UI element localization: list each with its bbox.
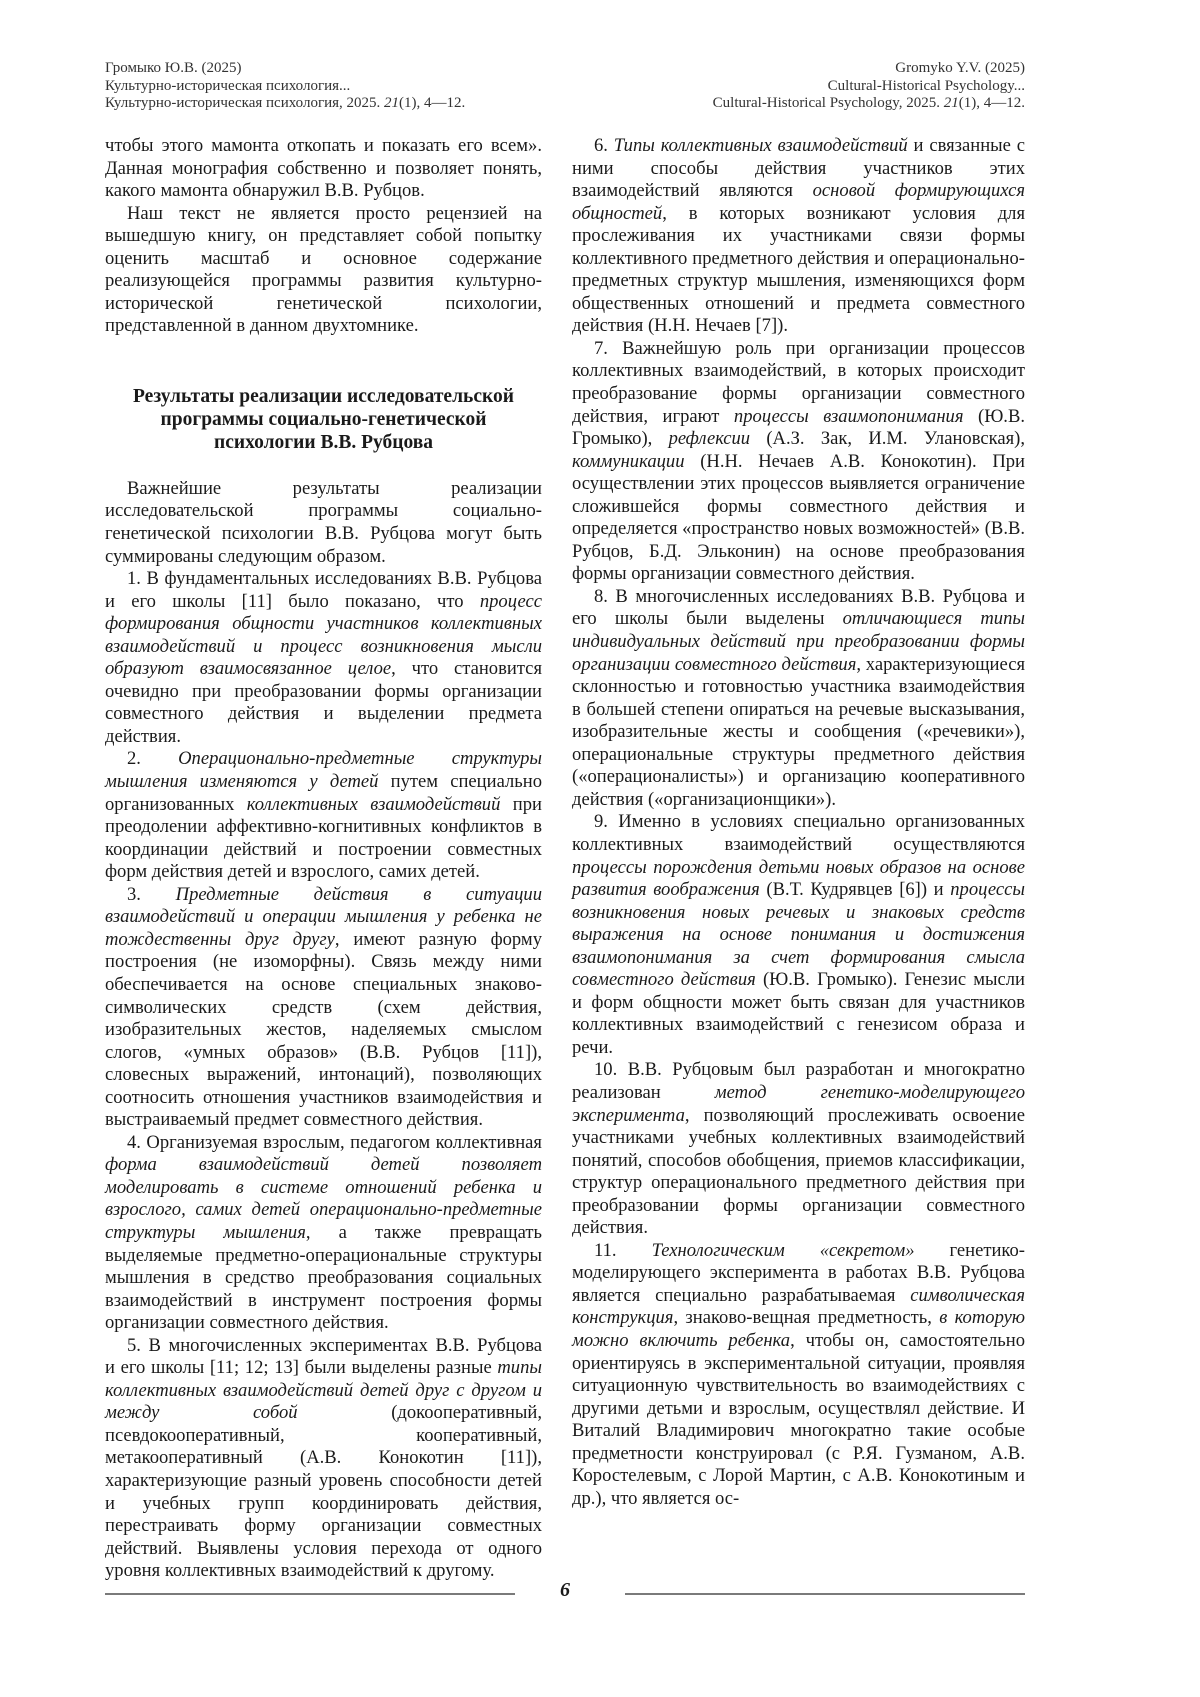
text-run: 2. xyxy=(127,748,178,769)
emphasized-text: метод генетико-моделирующего эксперимента xyxy=(572,1082,1025,1126)
text-run: , а также превращать выделяемые предметно-операциональные структуры мышления в средство преобразования социальных взаимодействий в инструмент построения формы организации совместного действия. xyxy=(105,1222,542,1333)
section-heading xyxy=(115,385,532,454)
text-run: , характеризующиеся склонностью и готовностью участника взаимодействия в большей степени опираться на речевые высказывания, изобразительные жесты и сообщения («речевики»), операциональные структуры предметного действия («операционалисты») и организацию кооперативного действия («организационщики»). xyxy=(572,654,1025,810)
header-short-title: Культурно-историческая психология... xyxy=(105,78,465,96)
text-run: 10. В.В. Рубцовым был разработан и многократно реализован xyxy=(572,1059,1025,1103)
text-run: , в которых возникают условия для прослеживания их участниками связи формы коллективного предметного действия и операционально-предметных структур мышления, изменяющихся форм общественных отношений и предмета совместного действия (Н.Н. Нечаев [7]). xyxy=(572,203,1025,337)
text-run: путем специально организованных xyxy=(105,771,542,815)
paragraph xyxy=(105,478,542,568)
footer-rule-right xyxy=(625,1593,1025,1595)
paragraph xyxy=(572,586,1025,811)
text-run: (докооперативный, псевдокооперативный, кооперативный, метакооперативный (А.В. Конокотин [11]), характеризующие разный уровень способности детей и учебных групп координировать действия, перестраивать форму организации совместных действий. Выявлены условия перехода от одного уровня коллективных взаимодействий к другому. xyxy=(105,1402,542,1581)
paragraph xyxy=(105,1335,542,1583)
text-run: Результаты реализации исследовательской программы социально-генетической психологии В.В. Рубцова xyxy=(133,386,514,453)
emphasized-text: процесс формирования общности участников коллективных взаимодействий и процесс возникновения мысли образуют взаимосвязанное целое xyxy=(105,591,542,680)
footer-rule-left xyxy=(105,1593,515,1595)
text-run: , чтобы он, самостоятельно ориентируясь в экспериментальной ситуации, проявляя ситуационную чувствительность во взаимодействиях с другими детьми и взрослым, осуществлял действие. И Виталий Владимирович многократно такие особые предметности конструировал (с Р.Я. Гузманом, А.В. Коростелевым, с Лорой Мартин, с А.В. Конокотиным и др.), что является ос- xyxy=(572,1330,1025,1509)
text-run: Важнейшие результаты реализации исследовательской программы социально-генетической психологии В.В. Рубцова могут быть суммированы следующим образом. xyxy=(105,478,542,567)
citation-volume: 21 xyxy=(944,95,959,111)
text-run: 11. xyxy=(594,1240,652,1261)
emphasized-text: типы коллективных взаимодействий детей друг с другом и между собой xyxy=(105,1357,542,1423)
left-text-column xyxy=(105,135,542,1583)
running-header-right xyxy=(713,60,1025,113)
emphasized-text: Операционально-предметные структуры мышления изменяются у детей xyxy=(105,748,542,792)
emphasized-text: Предметные действия в ситуации взаимодействий и операции мышления у ребенка не тождественны друг другу xyxy=(105,884,542,950)
text-run: и связанные с ними способы действия участников этих взаимодействий являются xyxy=(572,135,1025,201)
header-short-title: Cultural-Historical Psychology... xyxy=(713,78,1025,96)
text-run: 7. Важнейшую роль при организации процессов коллективных взаимодействий, в которых происходит преобразование формы организации совместного действия, играют xyxy=(572,338,1025,427)
paragraph xyxy=(105,568,542,748)
header-citation xyxy=(713,95,1025,113)
page-footer xyxy=(105,1583,1025,1603)
emphasized-text: отличающиеся типы индивидуальных действий при преобразовании формы организации совместного действия xyxy=(572,608,1025,674)
text-run: 8. В многочисленных исследованиях В.В. Рубцова и его школы были выделены xyxy=(572,586,1025,630)
text-run: 4. Организуемая взрослым, педагогом коллективная xyxy=(127,1132,542,1153)
text-run: (Ю.В. Громыко), xyxy=(572,406,1025,450)
text-run: , знаково-вещная предметность, xyxy=(673,1307,939,1328)
page-number: 6 xyxy=(555,1579,575,1602)
emphasized-text: Типы коллективных взаимодействий xyxy=(614,135,908,156)
text-run: чтобы этого мамонта откопать и показать его всем». Данная монография собственно и позволяет понять, какого мамонта обнаружил В.В. Рубцов. xyxy=(105,135,542,201)
paragraph xyxy=(572,811,1025,1059)
emphasized-text: Технологическим «секретом» xyxy=(652,1240,915,1261)
paragraph xyxy=(105,748,542,883)
emphasized-text: в которую можно включить ребенка xyxy=(572,1307,1025,1351)
citation-issue-pages: (1), 4—12. xyxy=(399,95,465,111)
text-run: (А.З. Зак, И.М. Улановская), xyxy=(750,428,1025,449)
text-run: (Н.Н. Нечаев А.В. Конокотин). При осуществлении этих процессов выявляется ограничение сложившейся формы совместного действия и определяется «пространство новых возможностей» (В.В. Рубцов, Б.Д. Эльконин) на основе преобразования формы организации совместного действия. xyxy=(572,451,1025,585)
paragraph xyxy=(572,135,1025,338)
header-citation xyxy=(105,95,465,113)
emphasized-text: процессы порождения детьми новых образов на основе развития воображения xyxy=(572,857,1025,901)
right-text-column xyxy=(572,135,1025,1510)
paragraph xyxy=(572,338,1025,586)
text-run: , позволяющий прослеживать освоение участниками учебных коллективных взаимодействий понятий, способов обобщения, приемов классификации, структур операционального предметного действия при преобразовании формы организации совместного действия. xyxy=(572,1105,1025,1239)
emphasized-text: рефлексии xyxy=(669,428,750,449)
header-author: Громыко Ю.В. (2025) xyxy=(105,60,465,78)
text-run: , имеют разную форму построения (не изоморфны). Связь между ними обеспечивается на основе специальных знаково-символических средств (схем действия, изобразительных жестов, наделяемых смыслом слогов, «умных образов» (В.В. Рубцов [11]), словесных выражений, интонаций), позволяющих соотносить отношения участников взаимодействия и выстраиваемый предмет совместного действия. xyxy=(105,929,542,1130)
paragraph xyxy=(105,1132,542,1335)
citation-journal: Культурно-историческая психология, 2025. xyxy=(105,95,384,111)
paragraph xyxy=(105,884,542,1132)
text-run: (Ю.В. Громыко). Генезис мысли и форм общности может быть связан для участников коллективных взаимодействий с генезисом образа и речи. xyxy=(572,969,1025,1058)
emphasized-text: коммуникации xyxy=(572,451,685,472)
text-run: 5. В многочисленных экспериментах В.В. Рубцова и его школы [11; 12; 13] были выделены разные xyxy=(105,1335,542,1379)
text-run: 1. В фундаментальных исследованиях В.В. Рубцова и его школы [11] было показано, что xyxy=(105,568,542,612)
running-header-left xyxy=(105,60,465,113)
paragraph xyxy=(572,1240,1025,1511)
text-run: при преодолении аффективно-когнитивных конфликтов в координации действий и построении совместных форм действия детей и взрослого, самих детей. xyxy=(105,794,542,883)
emphasized-text: основой формирующихся общностей xyxy=(572,180,1025,224)
paragraph xyxy=(105,135,542,203)
text-run: , что становится очевидно при преобразовании формы организации совместного действия и выделении предмета действия. xyxy=(105,658,542,747)
text-run: 9. Именно в условиях специально организованных коллективных взаимодействий осуществляются xyxy=(572,811,1025,855)
text-run: (В.Т. Кудрявцев [6]) и xyxy=(760,879,950,900)
text-run: 6. xyxy=(594,135,614,156)
header-author: Gromyko Y.V. (2025) xyxy=(713,60,1025,78)
paragraph xyxy=(572,1059,1025,1239)
emphasized-text: коллективных взаимодействий xyxy=(247,794,501,815)
emphasized-text: форма взаимодействий детей позволяет моделировать в системе отношений ребенка и взрослого, самих детей операционально-предметные структуры мышления xyxy=(105,1154,542,1243)
text-run: генетико-моделирующего эксперимента в работах В.В. Рубцова является специально разрабатываемая xyxy=(572,1240,1025,1306)
citation-volume: 21 xyxy=(384,95,399,111)
text-run: 3. xyxy=(127,884,176,905)
paragraph xyxy=(105,203,542,338)
emphasized-text: процессы возникновения новых речевых и знаковых средств выражения на основе понимания и достижения взаимопонимания за счет формирования смысла совместного действия xyxy=(572,879,1025,990)
citation-journal: Cultural-Historical Psychology, 2025. xyxy=(713,95,944,111)
emphasized-text: процессы взаимопонимания xyxy=(734,406,964,427)
text-run: Наш текст не является просто рецензией на вышедшую книгу, он представляет собой попытку оценить масштаб и основное содержание реализующейся программы развития культурно-исторической генетической психологии, представленной в данном двухтомнике. xyxy=(105,203,542,337)
citation-issue-pages: (1), 4—12. xyxy=(959,95,1025,111)
emphasized-text: символическая конструкция xyxy=(572,1285,1025,1329)
